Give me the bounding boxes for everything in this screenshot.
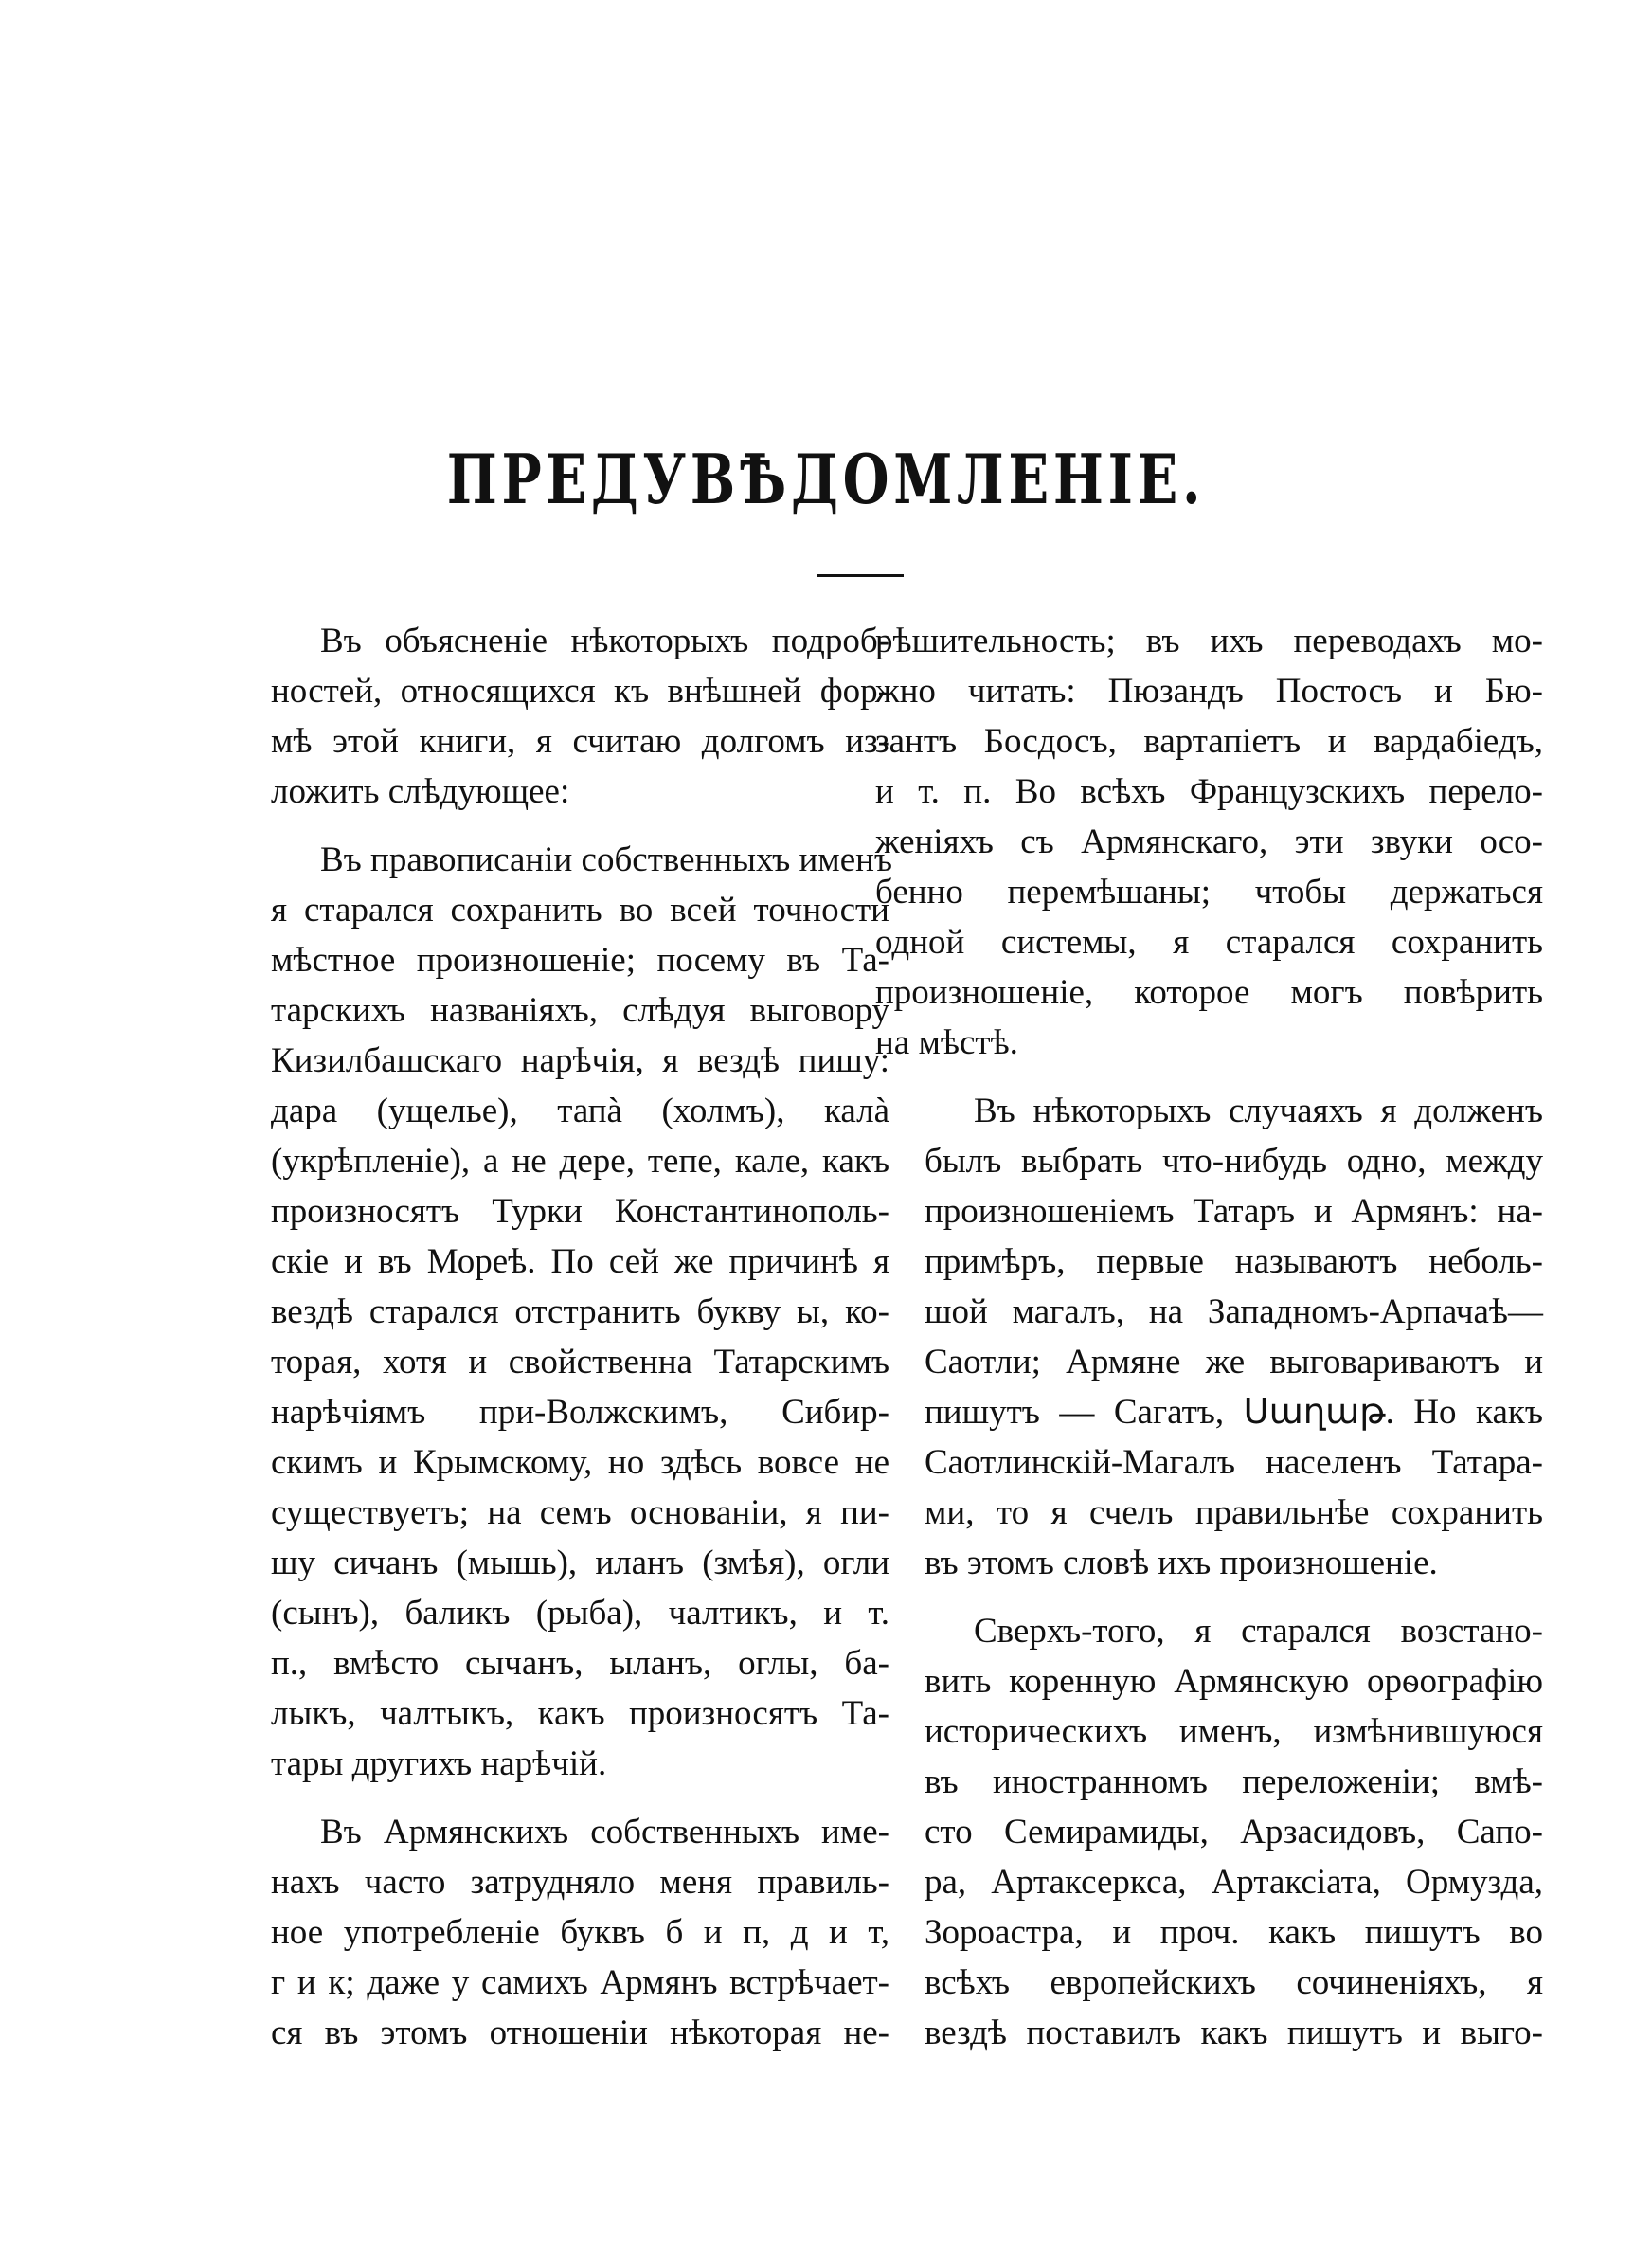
text-line: всѣхъ европейскихъ сочиненіяхъ, я xyxy=(925,1963,1543,2002)
paragraph xyxy=(222,616,889,817)
title-rule xyxy=(817,574,904,577)
text-line: вить коренную Армянскую орѳографію xyxy=(925,1662,1543,1701)
text-line: произношеніе, которое могъ повѣрить xyxy=(875,973,1543,1012)
text-line: шу сичанъ (мышь), иланъ (змѣя), огли xyxy=(271,1544,889,1582)
text-line: ми, то я счелъ правильнѣе сохранить xyxy=(925,1493,1543,1532)
text-line: торая, хотя и свойственна Татарскимъ xyxy=(271,1343,889,1381)
text-line: (сынъ), баликъ (рыба), чалтикъ, и т. xyxy=(271,1594,889,1633)
text-line: существуетъ; на семъ основаніи, я пи- xyxy=(271,1493,889,1532)
text-line: шой магалъ, на Западномъ-Арпачаѣ— xyxy=(925,1292,1543,1331)
text-line: въ иностранномъ переложеніи; вмѣ- xyxy=(925,1762,1543,1801)
text-line: г и к; даже у самихъ Армянъ встрѣчает- xyxy=(271,1963,889,2002)
text-line: Въ Армянскихъ собственныхъ име- xyxy=(320,1813,889,1851)
paragraph xyxy=(875,1606,1543,2058)
text-line: тары другихъ нарѣчій. xyxy=(271,1744,607,1783)
text-line: ся въ этомъ отношеніи нѣкоторая не- xyxy=(271,2013,889,2052)
text-line: скіе и въ Мореѣ. По сей же причинѣ я xyxy=(271,1242,889,1281)
text-line: скимъ и Крымскому, но здѣсь вовсе не xyxy=(271,1443,889,1482)
paragraph xyxy=(875,1086,1543,1588)
paragraph xyxy=(875,616,1543,1068)
text-line: (укрѣпленіе), а не дере, тепе, кале, какъ xyxy=(271,1142,889,1181)
text-line: ностей, относящихся къ внѣшней фор- xyxy=(271,672,889,711)
text-line: историческихъ именъ, измѣнившуюся xyxy=(925,1712,1543,1751)
text-line: вездѣ старался отстранить букву ы, ко- xyxy=(271,1292,889,1331)
text-line: женіяхъ съ Армянскаго, эти звуки осо- xyxy=(875,822,1543,861)
text-line: ное употребленіе буквъ б и п, д и т, xyxy=(271,1913,889,1952)
left-column xyxy=(222,616,893,2076)
text-line: примѣръ, первые называютъ неболь- xyxy=(925,1242,1543,1281)
text-line: Зороастра, и проч. какъ пишутъ во xyxy=(925,1913,1543,1952)
text-line: тарскихъ названіяхъ, слѣдуя выговору xyxy=(271,991,889,1030)
text-line: Саотли; Армяне же выговариваютъ и xyxy=(925,1343,1543,1381)
text-line: Сверхъ-того, я старался возстано- xyxy=(974,1612,1543,1651)
text-line: пишутъ — Сагатъ, Սաղաթ. Но какъ xyxy=(925,1393,1543,1432)
text-line: мѣ этой книги, я считаю долгомъ из- xyxy=(271,722,889,761)
text-line: ра, Артаксеркса, Артаксіата, Ормузда, xyxy=(925,1863,1543,1902)
text-line: Кизилбашскаго нарѣчія, я вездѣ пишу: xyxy=(271,1041,889,1080)
text-line: Въ объясненіе нѣкоторыхъ подроб- xyxy=(320,622,889,660)
text-line: нахъ часто затрудняло меня правиль- xyxy=(271,1863,889,1902)
page-title: ПРЕДУВѢДОМЛЕНІЕ. xyxy=(446,439,1206,519)
text-line: бенно перемѣшаны; чтобы держаться xyxy=(875,873,1543,912)
text-line: одной системы, я старался сохранить xyxy=(875,923,1543,962)
text-line: я старался сохранить во всей точности xyxy=(271,891,889,930)
text-line: дара (ущелье), тапà (холмъ), калà xyxy=(271,1092,889,1130)
text-line: мѣстное произношеніе; посему въ Та- xyxy=(271,941,889,980)
text-line: рѣшительность; въ ихъ переводахъ мо- xyxy=(875,622,1543,660)
text-line: Саотлинскій-Магалъ населенъ Татара- xyxy=(925,1443,1543,1482)
text-line: и т. п. Во всѣхъ Французскихъ перело- xyxy=(875,772,1543,811)
text-line: жно читать: Пюзандъ Постосъ и Бю- xyxy=(875,672,1543,711)
right-column xyxy=(875,616,1543,2076)
text-line: былъ выбрать что-нибудь одно, между xyxy=(925,1142,1543,1181)
text-line: на мѣстѣ. xyxy=(875,1023,1018,1062)
text-line: Въ нѣкоторыхъ случаяхъ я долженъ xyxy=(974,1092,1543,1130)
text-line: Въ правописаніи собственныхъ именъ xyxy=(320,840,893,879)
text-line: произношеніемъ Татаръ и Армянъ: на- xyxy=(925,1192,1543,1231)
paragraph xyxy=(222,1807,889,2058)
text-line: сто Семирамиды, Арзасидовъ, Сапо- xyxy=(925,1813,1543,1851)
text-line: ложить слѣдующее: xyxy=(271,772,570,811)
text-line: зантъ Босдосъ, вартапіетъ и вардабіедъ, xyxy=(875,722,1543,761)
text-line: въ этомъ словѣ ихъ произношеніе. xyxy=(925,1544,1438,1582)
text-line: лыкъ, чалтыкъ, какъ произносятъ Та- xyxy=(271,1694,889,1733)
text-line: нарѣчіямъ при-Волжскимъ, Сибир- xyxy=(271,1393,889,1432)
text-line: п., вмѣсто сычанъ, ыланъ, оглы, ба- xyxy=(271,1644,889,1683)
text-line: вездѣ поставилъ какъ пишутъ и выго- xyxy=(925,2013,1543,2052)
text-line: произносятъ Турки Константинополь- xyxy=(271,1192,889,1231)
paragraph xyxy=(222,835,893,1789)
